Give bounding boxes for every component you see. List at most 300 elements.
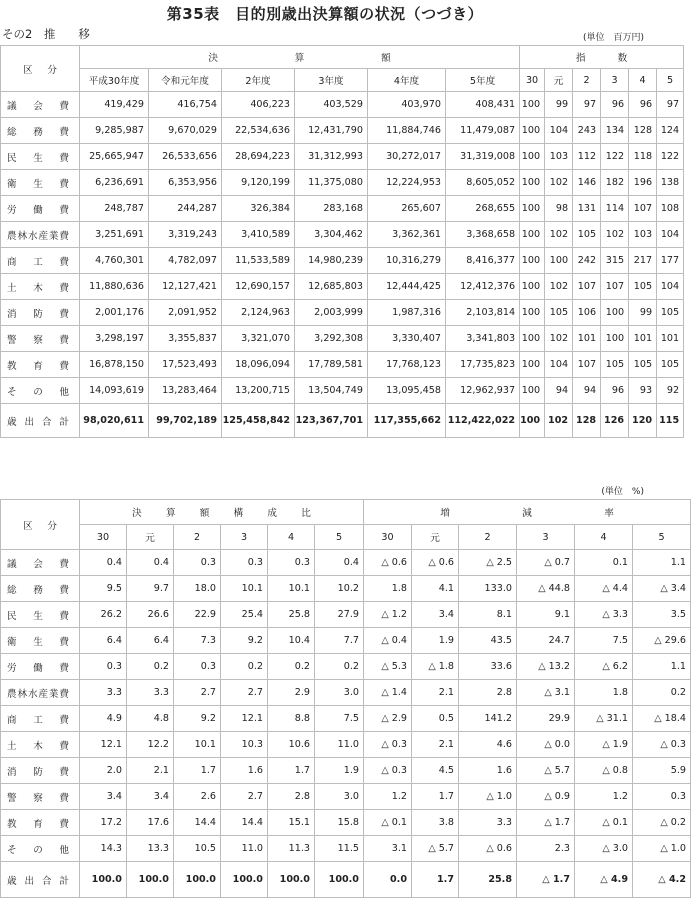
row-label-text: 衛生費: [7, 178, 69, 190]
value-cell: 0.3: [80, 654, 127, 680]
value-cell: △ 44.8: [517, 576, 575, 602]
value-cell: 108: [657, 196, 684, 222]
year-header: 30: [80, 525, 127, 550]
value-cell: 26.6: [127, 602, 174, 628]
table-row: [1, 628, 691, 654]
value-cell: 3,251,691: [80, 222, 149, 248]
row-label: [1, 196, 80, 222]
value-cell: △ 0.2: [633, 810, 691, 836]
value-cell: 96: [601, 92, 629, 118]
total-value-cell: 112,422,022: [446, 404, 520, 438]
value-cell: 11,479,087: [446, 118, 520, 144]
value-cell: 22,534,636: [222, 118, 295, 144]
value-cell: 2.6: [174, 784, 221, 810]
value-cell: 100: [601, 300, 629, 326]
value-cell: 105: [657, 352, 684, 378]
value-cell: 26,533,656: [149, 144, 222, 170]
value-cell: 33.6: [459, 654, 517, 680]
value-cell: △ 1.7: [517, 810, 575, 836]
value-cell: 12,412,376: [446, 274, 520, 300]
row-label: [1, 836, 80, 862]
kubun-header: [1, 500, 80, 550]
value-cell: 12,431,790: [295, 118, 368, 144]
table1-year-row: [1, 69, 684, 92]
total-label: [1, 862, 80, 898]
value-cell: 0.1: [575, 550, 633, 576]
table-row: [1, 836, 691, 862]
year-header: 令和元年度: [149, 69, 222, 92]
year-header: 平成30年度: [80, 69, 149, 92]
group-char: 構: [233, 508, 244, 519]
value-cell: 17,768,123: [368, 352, 446, 378]
row-label-text: 歳出合計: [7, 875, 69, 887]
value-cell: 3,330,407: [368, 326, 446, 352]
row-label-text: 消防費: [7, 308, 69, 320]
value-cell: △ 13.2: [517, 654, 575, 680]
value-cell: 3.8: [412, 810, 459, 836]
group-char: 決: [208, 53, 218, 64]
row-label-text: 警察費: [7, 334, 69, 346]
total-value-cell: 100.0: [127, 862, 174, 898]
value-cell: 102: [545, 222, 573, 248]
value-cell: 265,607: [368, 196, 446, 222]
value-cell: 13.3: [127, 836, 174, 862]
value-cell: 3.1: [364, 836, 412, 862]
total-value-cell: 99,702,189: [149, 404, 222, 438]
value-cell: 2,001,176: [80, 300, 149, 326]
year-header: 元: [127, 525, 174, 550]
value-cell: △ 2.5: [459, 550, 517, 576]
row-label-text: 商工費: [7, 256, 69, 268]
table-row: [1, 144, 684, 170]
value-cell: 13,095,458: [368, 378, 446, 404]
value-cell: 102: [601, 222, 629, 248]
value-cell: 100: [520, 326, 545, 352]
table2-header-group-row: [1, 500, 691, 525]
value-cell: △ 0.4: [364, 628, 412, 654]
value-cell: △ 4.4: [575, 576, 633, 602]
value-cell: 1.1: [633, 654, 691, 680]
total-value-cell: 115: [657, 404, 684, 438]
value-cell: 3,410,589: [222, 222, 295, 248]
value-cell: △ 29.6: [633, 628, 691, 654]
value-cell: 100: [520, 248, 545, 274]
row-label: [1, 92, 80, 118]
table-row: [1, 550, 691, 576]
value-cell: 131: [573, 196, 601, 222]
row-label: [1, 654, 80, 680]
value-cell: 17,789,581: [295, 352, 368, 378]
value-cell: 11,533,589: [222, 248, 295, 274]
group-char: 数: [617, 53, 628, 64]
value-cell: 248,787: [80, 196, 149, 222]
value-cell: 8,605,052: [446, 170, 520, 196]
value-cell: 133.0: [459, 576, 517, 602]
value-cell: 2.7: [221, 784, 268, 810]
table-row: [1, 196, 684, 222]
value-cell: 100: [520, 92, 545, 118]
value-cell: 196: [629, 170, 657, 196]
value-cell: △ 3.3: [575, 602, 633, 628]
year-header: 3年度: [295, 69, 368, 92]
value-cell: 2.1: [127, 758, 174, 784]
value-cell: 3.0: [315, 680, 364, 706]
value-cell: 9.1: [517, 602, 575, 628]
value-cell: 11.0: [221, 836, 268, 862]
year-header: 5: [315, 525, 364, 550]
value-cell: 96: [629, 92, 657, 118]
total-value-cell: △ 1.7: [517, 862, 575, 898]
value-cell: 15.8: [315, 810, 364, 836]
value-cell: 403,970: [368, 92, 446, 118]
row-label-text: 教育費: [7, 360, 69, 372]
value-cell: 31,312,993: [295, 144, 368, 170]
value-cell: 408,431: [446, 92, 520, 118]
value-cell: 3,355,837: [149, 326, 222, 352]
value-cell: 107: [573, 274, 601, 300]
value-cell: 6,353,956: [149, 170, 222, 196]
year-header: 2: [573, 69, 601, 92]
value-cell: 10.3: [221, 732, 268, 758]
value-cell: 14.4: [221, 810, 268, 836]
value-cell: 4.1: [412, 576, 459, 602]
year-header: 3: [601, 69, 629, 92]
row-label: [1, 680, 80, 706]
value-cell: 27.9: [315, 602, 364, 628]
year-header: 30: [520, 69, 545, 92]
expenditure-amount-table: [0, 45, 684, 438]
year-header: 5: [657, 69, 684, 92]
value-cell: △ 31.1: [575, 706, 633, 732]
value-cell: 101: [573, 326, 601, 352]
value-cell: 2.8: [459, 680, 517, 706]
value-cell: 177: [657, 248, 684, 274]
value-cell: 0.4: [127, 550, 174, 576]
value-cell: 0.5: [412, 706, 459, 732]
value-cell: 138: [657, 170, 684, 196]
row-label: [1, 248, 80, 274]
table-row: [1, 378, 684, 404]
value-cell: 31,319,008: [446, 144, 520, 170]
row-label-text: 農林水産業費: [7, 688, 69, 700]
value-cell: 1.7: [174, 758, 221, 784]
value-cell: 3,368,658: [446, 222, 520, 248]
group-char: 額: [199, 508, 210, 519]
row-label: [1, 784, 80, 810]
value-cell: 17,735,823: [446, 352, 520, 378]
year-header: 30: [364, 525, 412, 550]
value-cell: 14,980,239: [295, 248, 368, 274]
value-cell: 9.2: [174, 706, 221, 732]
value-cell: 118: [629, 144, 657, 170]
value-cell: 10.1: [174, 732, 221, 758]
value-cell: 94: [545, 378, 573, 404]
value-cell: 100: [520, 274, 545, 300]
total-value-cell: 1.7: [412, 862, 459, 898]
year-header: 2: [459, 525, 517, 550]
kubun-char: 区: [23, 520, 33, 532]
kubun-char: 分: [47, 520, 57, 532]
row-label-text: 商工費: [7, 714, 69, 726]
total-value-cell: 102: [545, 404, 573, 438]
value-cell: 97: [573, 92, 601, 118]
value-cell: △ 2.9: [364, 706, 412, 732]
value-cell: 182: [601, 170, 629, 196]
value-cell: 98: [545, 196, 573, 222]
value-cell: 105: [601, 352, 629, 378]
value-cell: 29.9: [517, 706, 575, 732]
value-cell: 100: [601, 326, 629, 352]
value-cell: 100: [520, 170, 545, 196]
group-char: 増: [440, 508, 450, 519]
value-cell: 3,304,462: [295, 222, 368, 248]
row-label-text: 議会費: [7, 100, 69, 112]
value-cell: 6.4: [127, 628, 174, 654]
value-cell: 10.5: [174, 836, 221, 862]
row-label-text: 労働費: [7, 662, 69, 674]
value-cell: 105: [545, 300, 573, 326]
value-cell: 7.5: [315, 706, 364, 732]
value-cell: 103: [545, 144, 573, 170]
row-label: [1, 352, 80, 378]
year-header: 5年度: [446, 69, 520, 92]
table-row: [1, 602, 691, 628]
value-cell: 3,292,308: [295, 326, 368, 352]
year-header: 4: [575, 525, 633, 550]
value-cell: 12,685,803: [295, 274, 368, 300]
value-cell: 107: [629, 196, 657, 222]
value-cell: 4.9: [80, 706, 127, 732]
value-cell: 0.2: [127, 654, 174, 680]
value-cell: 244,287: [149, 196, 222, 222]
value-cell: △ 1.0: [633, 836, 691, 862]
row-label: [1, 170, 80, 196]
value-cell: 25.8: [268, 602, 315, 628]
ratio-group-header: [80, 500, 364, 525]
total-value-cell: 100.0: [315, 862, 364, 898]
value-cell: 3,321,070: [222, 326, 295, 352]
value-cell: 1.1: [633, 550, 691, 576]
year-header: 4: [268, 525, 315, 550]
value-cell: 24.7: [517, 628, 575, 654]
value-cell: 11,884,746: [368, 118, 446, 144]
value-cell: 2,124,963: [222, 300, 295, 326]
row-label-text: 総務費: [7, 584, 69, 596]
value-cell: 3,362,361: [368, 222, 446, 248]
table-row: [1, 654, 691, 680]
table1-unit: (単位 百万円): [582, 33, 644, 43]
group-char: 指: [576, 53, 586, 64]
value-cell: 0.3: [174, 654, 221, 680]
value-cell: 0.3: [633, 784, 691, 810]
value-cell: 0.3: [174, 550, 221, 576]
row-label-text: その他: [7, 844, 69, 856]
year-header: 4: [629, 69, 657, 92]
value-cell: 107: [601, 274, 629, 300]
value-cell: 30,272,017: [368, 144, 446, 170]
row-label: [1, 144, 80, 170]
value-cell: 12.1: [80, 732, 127, 758]
value-cell: 2.7: [174, 680, 221, 706]
value-cell: 11.5: [315, 836, 364, 862]
value-cell: 1.8: [364, 576, 412, 602]
value-cell: 102: [545, 274, 573, 300]
value-cell: △ 3.4: [633, 576, 691, 602]
total-row: [1, 862, 691, 898]
value-cell: 92: [657, 378, 684, 404]
value-cell: 101: [629, 326, 657, 352]
total-value-cell: △ 4.9: [575, 862, 633, 898]
year-header: 4年度: [368, 69, 446, 92]
value-cell: 12,127,421: [149, 274, 222, 300]
value-cell: 3,298,197: [80, 326, 149, 352]
composition-change-table: [0, 499, 691, 898]
value-cell: △ 1.8: [412, 654, 459, 680]
value-cell: △ 0.7: [517, 550, 575, 576]
row-label-text: 教育費: [7, 818, 69, 830]
table-row: [1, 92, 684, 118]
value-cell: 10.6: [268, 732, 315, 758]
row-label-text: 民生費: [7, 610, 69, 622]
section-subtitle: その2 推 移: [2, 27, 90, 41]
value-cell: 122: [657, 144, 684, 170]
value-cell: 315: [601, 248, 629, 274]
table-row: [1, 706, 691, 732]
row-label-text: 衛生費: [7, 636, 69, 648]
value-cell: 1.6: [221, 758, 268, 784]
amount-group-header: [80, 46, 520, 69]
value-cell: 14.3: [80, 836, 127, 862]
value-cell: 4.6: [459, 732, 517, 758]
value-cell: 10.1: [268, 576, 315, 602]
row-label: [1, 222, 80, 248]
value-cell: 13,200,715: [222, 378, 295, 404]
value-cell: 7.3: [174, 628, 221, 654]
value-cell: 0.3: [221, 550, 268, 576]
value-cell: 3.3: [127, 680, 174, 706]
value-cell: 12,444,425: [368, 274, 446, 300]
row-label: [1, 706, 80, 732]
value-cell: 268,655: [446, 196, 520, 222]
value-cell: 1.2: [575, 784, 633, 810]
row-label-text: 民生費: [7, 152, 69, 164]
value-cell: 0.2: [633, 680, 691, 706]
row-label-text: 歳出合計: [7, 416, 69, 428]
row-label-text: 消防費: [7, 766, 69, 778]
value-cell: 3,319,243: [149, 222, 222, 248]
value-cell: 0.2: [315, 654, 364, 680]
total-value-cell: 98,020,611: [80, 404, 149, 438]
value-cell: 141.2: [459, 706, 517, 732]
value-cell: 14,093,619: [80, 378, 149, 404]
value-cell: 100: [520, 300, 545, 326]
value-cell: 102: [545, 326, 573, 352]
value-cell: 93: [629, 378, 657, 404]
value-cell: 419,429: [80, 92, 149, 118]
value-cell: 2.3: [517, 836, 575, 862]
value-cell: 9,670,029: [149, 118, 222, 144]
value-cell: 122: [601, 144, 629, 170]
value-cell: △ 3.0: [575, 836, 633, 862]
total-value-cell: 25.8: [459, 862, 517, 898]
value-cell: 4,782,097: [149, 248, 222, 274]
value-cell: 100: [520, 222, 545, 248]
value-cell: 2.7: [221, 680, 268, 706]
row-label-text: 土木費: [7, 740, 69, 752]
value-cell: 2.1: [412, 732, 459, 758]
value-cell: 3.5: [633, 602, 691, 628]
value-cell: 146: [573, 170, 601, 196]
group-char: 率: [604, 508, 614, 519]
value-cell: 1.9: [315, 758, 364, 784]
value-cell: 11.3: [268, 836, 315, 862]
value-cell: 3.3: [80, 680, 127, 706]
value-cell: 96: [601, 378, 629, 404]
value-cell: 100: [520, 196, 545, 222]
value-cell: 10.4: [268, 628, 315, 654]
value-cell: 8.1: [459, 602, 517, 628]
value-cell: 10.1: [221, 576, 268, 602]
value-cell: 243: [573, 118, 601, 144]
value-cell: 6,236,691: [80, 170, 149, 196]
table-row: [1, 222, 684, 248]
year-header: 2年度: [222, 69, 295, 92]
value-cell: 4,760,301: [80, 248, 149, 274]
total-value-cell: 117,355,662: [368, 404, 446, 438]
value-cell: 2.8: [268, 784, 315, 810]
value-cell: 100: [545, 248, 573, 274]
table-row: [1, 326, 684, 352]
value-cell: 1.7: [412, 784, 459, 810]
value-cell: 105: [629, 352, 657, 378]
value-cell: 106: [573, 300, 601, 326]
value-cell: 406,223: [222, 92, 295, 118]
value-cell: 14.4: [174, 810, 221, 836]
value-cell: 114: [601, 196, 629, 222]
row-label-text: その他: [7, 386, 69, 398]
table-row: [1, 680, 691, 706]
value-cell: △ 0.3: [633, 732, 691, 758]
value-cell: 134: [601, 118, 629, 144]
group-char: 算: [294, 53, 305, 64]
value-cell: 104: [545, 118, 573, 144]
value-cell: 12.1: [221, 706, 268, 732]
value-cell: 100: [520, 352, 545, 378]
value-cell: △ 0.6: [412, 550, 459, 576]
row-label: [1, 732, 80, 758]
value-cell: 17.6: [127, 810, 174, 836]
value-cell: △ 3.1: [517, 680, 575, 706]
row-label: [1, 378, 80, 404]
year-header: 5: [633, 525, 691, 550]
value-cell: 17,523,493: [149, 352, 222, 378]
row-label-text: 警察費: [7, 792, 69, 804]
group-char: 算: [165, 508, 176, 519]
value-cell: 4.8: [127, 706, 174, 732]
value-cell: △ 0.6: [364, 550, 412, 576]
row-label-text: 総務費: [7, 126, 69, 138]
value-cell: 3.0: [315, 784, 364, 810]
table-row: [1, 352, 684, 378]
value-cell: △ 5.3: [364, 654, 412, 680]
value-cell: 1.2: [364, 784, 412, 810]
kubun-header: [1, 46, 80, 92]
table-row: [1, 784, 691, 810]
value-cell: 128: [629, 118, 657, 144]
change-group-header: [364, 500, 691, 525]
row-label-text: 労働費: [7, 204, 69, 216]
value-cell: △ 18.4: [633, 706, 691, 732]
